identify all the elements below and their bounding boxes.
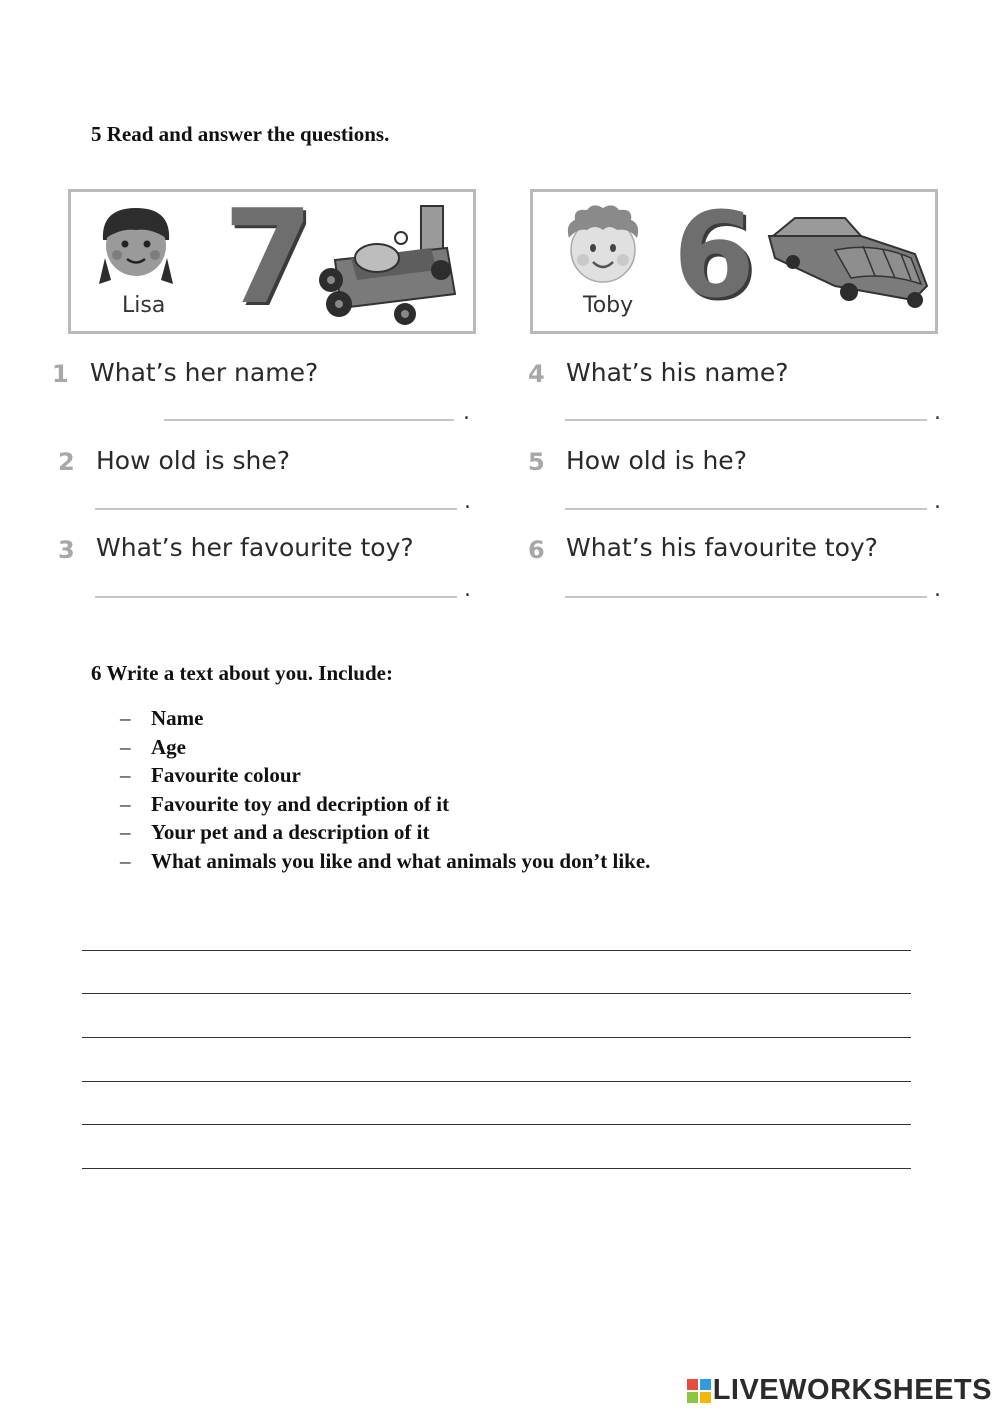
question-number: 3 xyxy=(58,536,75,564)
list-item xyxy=(120,790,650,819)
liveworksheets-blocks-icon xyxy=(687,1379,711,1403)
question-number: 1 xyxy=(52,360,69,388)
full-stop: . xyxy=(464,577,471,602)
full-stop: . xyxy=(463,400,470,425)
answer-line-5[interactable] xyxy=(565,508,927,510)
full-stop: . xyxy=(934,400,941,425)
question-text: What’s her name? xyxy=(90,358,319,387)
card-name-lisa: Lisa xyxy=(122,293,166,318)
answer-line-3[interactable] xyxy=(95,596,457,598)
writing-line[interactable] xyxy=(82,1168,911,1169)
list-item-text: What animals you like and what animals you don’t like. xyxy=(151,848,651,873)
answer-line-1[interactable] xyxy=(164,419,454,421)
answer-line-4[interactable] xyxy=(565,419,927,421)
girl-face-icon xyxy=(91,200,181,292)
writing-line[interactable] xyxy=(82,1081,911,1082)
dash-bullet: – xyxy=(120,734,131,759)
full-stop: . xyxy=(934,577,941,602)
question-text: What’s his name? xyxy=(566,358,789,387)
full-stop: . xyxy=(464,489,471,514)
list-item xyxy=(120,761,650,790)
lisa-card xyxy=(68,181,476,334)
dash-bullet: – xyxy=(120,791,131,816)
list-item xyxy=(120,733,650,762)
age-digit-six: 6 xyxy=(673,186,756,324)
include-list xyxy=(120,704,650,876)
answer-line-6[interactable] xyxy=(565,596,927,598)
answer-line-2[interactable] xyxy=(95,508,457,510)
dash-bullet: – xyxy=(120,763,131,788)
dash-bullet: – xyxy=(120,848,131,873)
writing-line[interactable] xyxy=(82,993,911,994)
boy-face-icon xyxy=(555,202,651,288)
question-text: How old is she? xyxy=(96,446,290,475)
toby-card xyxy=(530,186,938,334)
list-item-text: Your pet and a description of it xyxy=(151,820,430,845)
question-text: What’s his favourite toy? xyxy=(566,533,878,562)
writing-line[interactable] xyxy=(82,950,911,951)
car-icon xyxy=(765,206,931,316)
liveworksheets-brand: LIVEWORKSHEETS xyxy=(712,1374,992,1406)
list-item-text: Favourite colour xyxy=(151,763,301,788)
list-item-text: Name xyxy=(151,706,204,730)
dash-bullet: – xyxy=(120,706,131,730)
writing-line[interactable] xyxy=(82,1124,911,1125)
age-digit-seven: 7 xyxy=(223,181,314,333)
liveworksheets-logo xyxy=(687,1374,992,1407)
list-item-text: Age xyxy=(151,734,186,759)
question-number: 4 xyxy=(528,360,545,388)
lawnmower-icon xyxy=(311,200,461,328)
list-item xyxy=(120,847,650,876)
writing-line[interactable] xyxy=(82,1037,911,1038)
list-item xyxy=(120,704,650,733)
question-number: 6 xyxy=(528,536,545,564)
dash-bullet: – xyxy=(120,820,131,845)
full-stop: . xyxy=(934,489,941,514)
question-number: 5 xyxy=(528,448,545,476)
question-number: 2 xyxy=(58,448,75,476)
card-name-toby: Toby xyxy=(583,293,634,318)
exercise-5-heading: 5 Read and answer the questions. xyxy=(91,122,390,146)
list-item-text: Favourite toy and decription of it xyxy=(151,791,450,816)
question-text: How old is he? xyxy=(566,446,747,475)
question-text: What’s her favourite toy? xyxy=(96,533,414,562)
list-item xyxy=(120,818,650,847)
exercise-6-heading: 6 Write a text about you. Include: xyxy=(91,661,393,685)
